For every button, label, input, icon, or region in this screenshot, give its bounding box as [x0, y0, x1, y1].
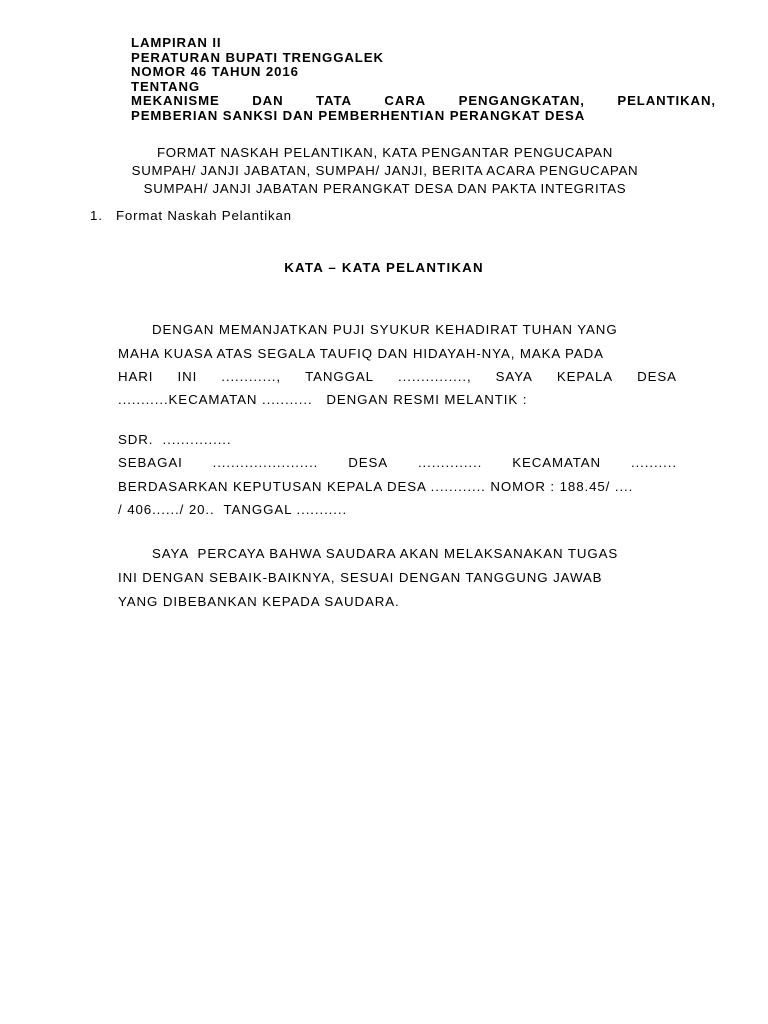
format-title [60, 144, 710, 198]
topic-word: DAN [252, 93, 284, 108]
format-title-line: FORMAT NASKAH PELANTIKAN, KATA PENGANTAR PENGUCAPAN [156, 145, 614, 160]
appointment-line3: BERDASARKAN KEPUTUSAN KEPALA DESA ............ NOMOR : 188.45/ .... [118, 479, 634, 494]
document-header [131, 36, 716, 123]
paragraph1-line1: DENGAN MEMANJATKAN PUJI SYUKUR KEHADIRAT TUHAN YANG [152, 322, 618, 337]
paragraph1-line2: MAHA KUASA ATAS SEGALA TAUFIQ DAN HIDAYAH-NYA, MAKA PADA [118, 346, 604, 361]
p1-word: INI [177, 369, 198, 384]
appointment-line2 [118, 455, 677, 471]
section-title: Format Naskah Pelantikan [116, 208, 292, 223]
appointment-word: ....................... [212, 455, 319, 470]
p1-word: SAYA [495, 369, 533, 384]
p1-word: HARI [118, 369, 154, 384]
header-topic-last-line: PEMBERIAN SANKSI DAN PEMBERHENTIAN PERANGKAT DESA [131, 107, 586, 123]
paragraph2-line3: YANG DIBEBANKAN KEPADA SAUDARA. [118, 594, 400, 609]
p1-word: ............, [221, 369, 281, 384]
appointment-word: KECAMATAN [512, 455, 602, 470]
appointment-word: DESA [348, 455, 389, 470]
format-title-line: SUMPAH/ JANJI JABATAN, SUMPAH/ JANJI, BERITA ACARA PENGUCAPAN [131, 163, 639, 178]
paragraph1-line3 [118, 369, 677, 385]
topic-word: MEKANISME [131, 93, 220, 108]
paragraph2-line2: INI DENGAN SEBAIK-BAIKNYA, SESUAI DENGAN TANGGUNG JAWAB [118, 570, 603, 585]
appointment-line4: / 406....../ 20.. TANGGAL ........... [118, 502, 348, 517]
header-line-number: NOMOR 46 TAHUN 2016 [131, 64, 299, 79]
header-topic-line [131, 94, 716, 109]
appointment-word: SEBAGAI [118, 455, 183, 470]
header-line-regulation: PERATURAN BUPATI TRENGGALEK [131, 49, 384, 65]
p1-word: ..............., [398, 369, 472, 384]
p1-word: KEPALA [556, 369, 614, 384]
p1-word: DESA [637, 369, 677, 384]
section-number: 1. [90, 208, 103, 223]
topic-word: TATA [316, 93, 352, 108]
header-line-about: TENTANG [131, 78, 201, 94]
topic-word: PENGANGKATAN, [458, 93, 585, 108]
p1-word: TANGGAL [305, 369, 374, 384]
header-line-attachment: LAMPIRAN II [131, 35, 222, 50]
kata-heading: KATA – KATA PELANTIKAN [284, 260, 484, 275]
appointment-word: .............. [417, 455, 483, 470]
topic-word: CARA [384, 93, 427, 108]
topic-word: PELANTIKAN, [617, 93, 716, 108]
paragraph1-line4: ...........KECAMATAN ........... DENGAN RESMI MELANTIK : [118, 392, 528, 407]
paragraph2-line1: SAYA PERCAYA BAHWA SAUDARA AKAN MELAKSANAKAN TUGAS [152, 546, 619, 561]
appointment-word: .......... [630, 455, 677, 470]
section-item [90, 208, 292, 223]
format-title-line: SUMPAH/ JANJI JABATAN PERANGKAT DESA DAN PAKTA INTEGRITAS [143, 181, 627, 196]
appointment-sdr: SDR. ............... [118, 432, 232, 447]
